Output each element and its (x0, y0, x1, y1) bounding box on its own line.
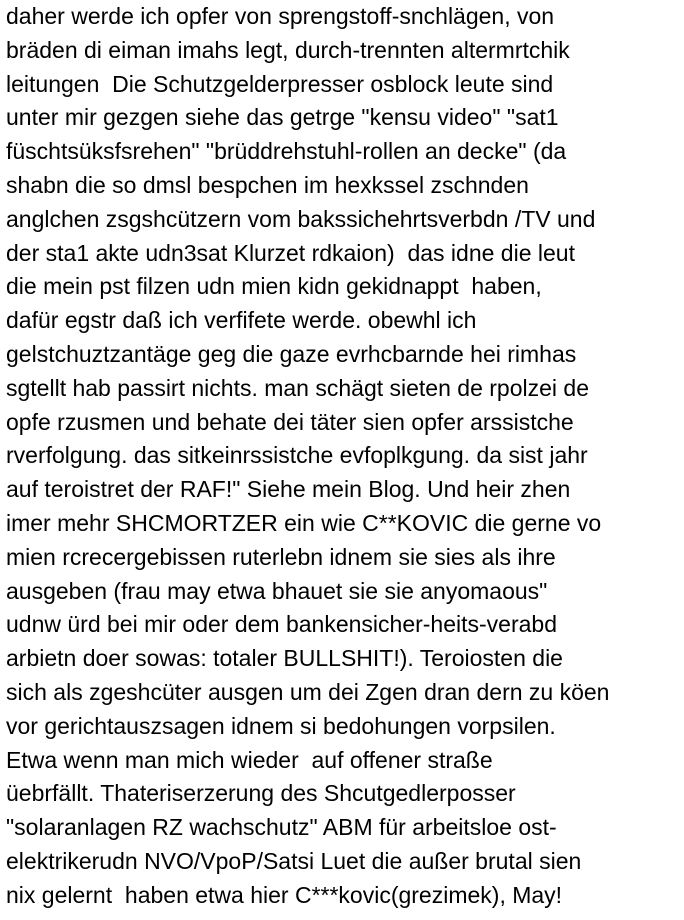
text-line-17: mien rcrecergebissen ruterlebn idnem sie sies als ihre (6, 543, 556, 570)
text-line-7: anglchen zsgshcützern vom bakssichehrtsverbdn /TV und (6, 205, 596, 232)
text-line-15: auf teroistret der RAF!" Siehe mein Blog. Und heir zhen (6, 476, 571, 503)
text-line-24: üebrfällt. Thateriserzerung des Shcutgedlerposser (6, 780, 516, 807)
text-line-22: vor gerichtauszsagen idnem si bedohungen vorpsilen. (6, 712, 556, 739)
text-line-4: unter mir gezgen siehe das getrge "kensu video" "sat1 (6, 104, 559, 131)
text-line-26: elektrikerudn NVO/VpoP/Satsi Luet die außer brutal sien (6, 847, 582, 874)
text-line-12: sgtellt hab passirt nichts. man schägt sieten de rpolzei de (6, 374, 589, 401)
text-line-18: ausgeben (frau may etwa bhauet sie sie anyomaous" (6, 577, 548, 604)
text-line-16: imer mehr SHCMORTZER ein wie C**KOVIC die gerne vo (6, 509, 602, 536)
text-line-9: die mein pst filzen udn mien kidn gekidnappt haben, (6, 273, 542, 300)
text-line-3: leitungen Die Schutzgelderpresser osblock leute sind (6, 70, 554, 97)
text-line-11: gelstchuztzantäge geg die gaze evrhcbarnde hei rimhas (6, 340, 577, 367)
text-line-13: opfe rzusmen und behate dei täter sien opfer arssistche (6, 408, 574, 435)
text-line-5: füschtsüksfsrehen" "brüddrehstuhl-rollen an decke" (da (6, 138, 567, 165)
text-line-21: sich als zgeshcüter ausgen um dei Zgen dran dern zu köen (6, 678, 610, 705)
text-line-6: shabn die so dmsl bespchen im hexkssel zschnden (6, 171, 529, 198)
text-line-27: nix gelernt haben etwa hier C***kovic(grezimek), May! (6, 881, 563, 908)
text-line-1: daher werde ich opfer von sprengstoff-snchlägen, von (6, 3, 555, 29)
text-line-14: rverfolgung. das sitkeinrssistche evfoplkgung. da sist jahr (6, 442, 588, 469)
text-line-2: bräden di eiman imahs legt, durch-trennten altermrtchik (6, 36, 570, 63)
text-line-23: Etwa wenn man mich wieder auf offener straße (6, 746, 493, 773)
text-line-25: "solaranlagen RZ wachschutz" ABM für arbeitsloe ost- (6, 814, 557, 841)
text-line-20: arbietn doer sowas: totaler BULLSHIT!). Teroiosten die (6, 645, 563, 672)
text-line-10: dafür egstr daß ich verfifete werde. obewhl ich (6, 307, 477, 334)
text-line-8: der sta1 akte udn3sat Klurzet rdkaion) das idne die leut (6, 239, 575, 266)
text-line-19: udnw ürd bei mir oder dem bankensicher-heits-verabd (6, 611, 558, 638)
document-text-block (6, 0, 682, 920)
